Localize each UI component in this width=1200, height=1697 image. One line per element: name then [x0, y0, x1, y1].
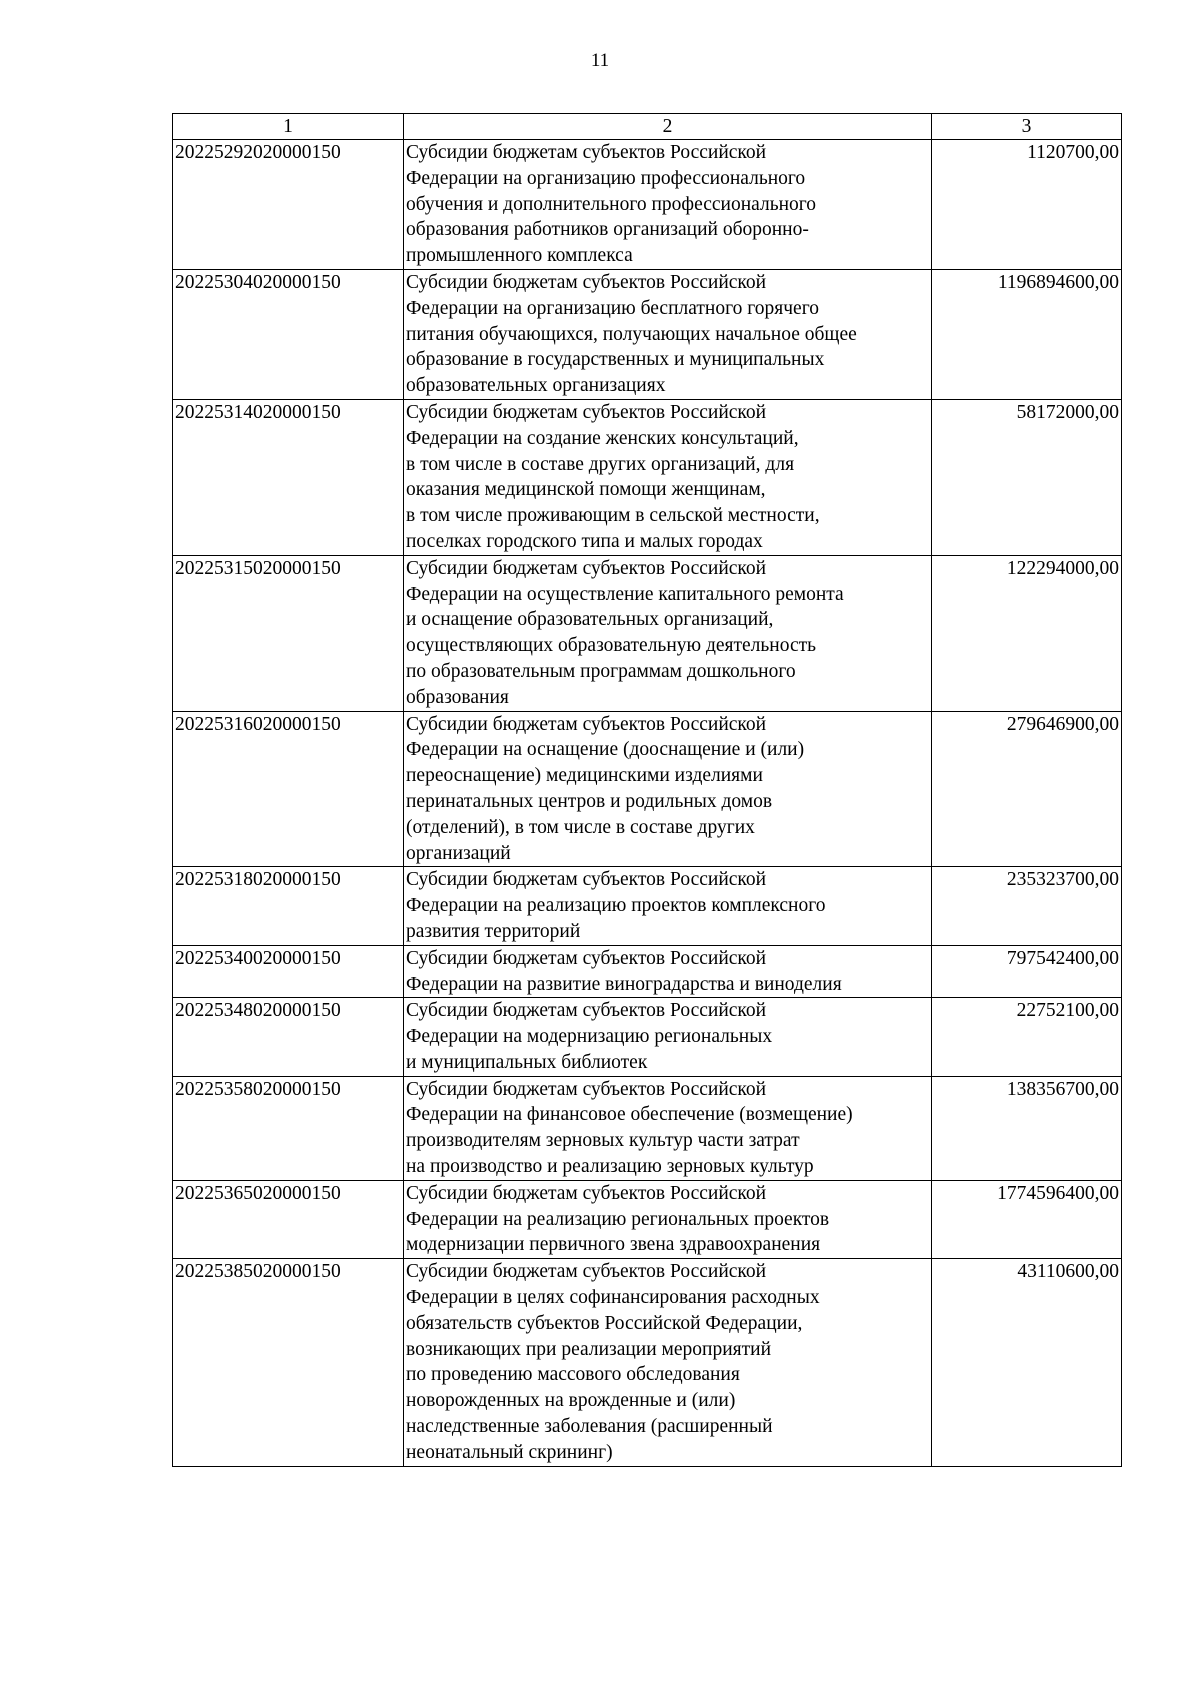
table-row — [173, 1259, 1122, 1466]
row-name-line: Федерации на финансовое обеспечение (возмещение) — [406, 1104, 853, 1126]
row-amount-cell: 279646900,00 — [932, 711, 1122, 867]
row-name-line: производителям зерновых культур части затрат — [406, 1130, 800, 1152]
row-name-cell — [404, 1180, 932, 1258]
row-amount-cell: 1774596400,00 — [932, 1180, 1122, 1258]
row-name-line: неонатальный скрининг) — [406, 1441, 613, 1463]
table-header — [173, 114, 1122, 140]
row-name-line: Федерации на развитие виноградарства и виноделия — [406, 973, 842, 995]
row-name-line: поселках городского типа и малых городах — [406, 530, 763, 552]
row-name-line: и оснащение образовательных организаций, — [406, 609, 774, 631]
row-name-line: обязательств субъектов Российской Федерации, — [406, 1312, 803, 1334]
row-name-cell — [404, 1076, 932, 1180]
row-amount-cell: 235323700,00 — [932, 867, 1122, 945]
row-name-line: Субсидии бюджетам субъектов Российской — [406, 1261, 767, 1283]
row-code-cell: 20225292020000150 — [173, 140, 404, 270]
column-header-code: 1 — [173, 114, 404, 140]
row-name-line: Федерации на оснащение (дооснащение и (или) — [406, 739, 805, 761]
row-name-line: Субсидии бюджетам субъектов Российской — [406, 142, 767, 163]
row-code-cell: 20225365020000150 — [173, 1180, 404, 1258]
row-name-line: возникающих при реализации мероприятий — [406, 1338, 772, 1360]
row-amount-cell: 122294000,00 — [932, 555, 1122, 711]
row-name-line: образование в государственных и муниципальных — [406, 349, 825, 371]
table-row — [173, 1180, 1122, 1258]
column-header-name: 2 — [404, 114, 932, 140]
row-amount-cell: 138356700,00 — [932, 1076, 1122, 1180]
row-name-line: Субсидии бюджетам субъектов Российской — [406, 401, 767, 423]
row-name-line: Субсидии бюджетам субъектов Российской — [406, 869, 767, 891]
row-name-line: по образовательным программам дошкольного — [406, 660, 796, 682]
row-name-line: Федерации на организацию бесплатного горячего — [406, 297, 819, 319]
row-name-line: промышленного комплекса — [406, 245, 633, 267]
row-name-line: образовательных организациях — [406, 375, 666, 397]
row-name-line: Субсидии бюджетам субъектов Российской — [406, 1182, 767, 1204]
row-name-line: Федерации на создание женских консультаций, — [406, 427, 799, 449]
row-name-line: развития территорий — [406, 920, 581, 942]
row-name-line: Федерации на организацию профессионального — [406, 167, 806, 189]
row-name-line: новорожденных на врожденные и (или) — [406, 1390, 736, 1412]
budget-table — [172, 113, 1122, 1467]
row-name-line: Субсидии бюджетам субъектов Российской — [406, 1078, 767, 1100]
table-row — [173, 945, 1122, 998]
row-code-cell: 20225318020000150 — [173, 867, 404, 945]
row-code-cell: 20225385020000150 — [173, 1259, 404, 1466]
row-name-line: Федерации на реализацию региональных проектов — [406, 1208, 830, 1230]
row-name-line: в том числе проживающим в сельской местности, — [406, 505, 820, 527]
row-name-cell — [404, 399, 932, 555]
row-name-cell — [404, 867, 932, 945]
row-name-line: Субсидии бюджетам субъектов Российской — [406, 271, 767, 293]
header-row — [173, 114, 1122, 140]
row-name-line: оказания медицинской помощи женщинам, — [406, 479, 766, 501]
row-name-line: обучения и дополнительного профессионального — [406, 193, 817, 215]
table-row — [173, 711, 1122, 867]
row-name-line: Федерации на модернизацию региональных — [406, 1026, 773, 1048]
row-code-cell: 20225316020000150 — [173, 711, 404, 867]
row-code-cell: 20225304020000150 — [173, 269, 404, 399]
row-name-line: Федерации на осуществление капитального ремонта — [406, 583, 844, 605]
row-name-line: переоснащение) медицинскими изделиями — [406, 765, 763, 787]
row-name-line: образования — [406, 686, 509, 708]
table-row — [173, 1076, 1122, 1180]
row-code-cell: 20225314020000150 — [173, 399, 404, 555]
row-name-cell — [404, 140, 932, 270]
row-amount-cell: 43110600,00 — [932, 1259, 1122, 1466]
row-amount-cell: 58172000,00 — [932, 399, 1122, 555]
row-name-cell — [404, 1259, 932, 1466]
row-name-line: по проведению массового обследования — [406, 1364, 740, 1386]
row-name-line: питания обучающихся, получающих начальное общее — [406, 323, 857, 345]
row-name-line: на производство и реализацию зерновых культур — [406, 1156, 814, 1178]
row-name-line: Субсидии бюджетам субъектов Российской — [406, 1000, 767, 1022]
row-name-line: в том числе в составе других организаций, для — [406, 453, 795, 475]
row-name-line: модернизации первичного звена здравоохранения — [406, 1234, 821, 1256]
row-name-line: перинатальных центров и родильных домов — [406, 790, 773, 812]
table-row — [173, 269, 1122, 399]
row-amount-cell: 797542400,00 — [932, 945, 1122, 998]
row-name-line: наследственные заболевания (расширенный — [406, 1416, 773, 1438]
table-row — [173, 399, 1122, 555]
row-amount-cell: 1120700,00 — [932, 140, 1122, 270]
row-name-line: образования работников организаций оборонно- — [406, 219, 809, 241]
row-name-cell — [404, 269, 932, 399]
row-code-cell: 20225315020000150 — [173, 555, 404, 711]
row-name-line: Субсидии бюджетам субъектов Российской — [406, 947, 767, 969]
row-name-cell — [404, 711, 932, 867]
row-name-line: (отделений), в том числе в составе других — [406, 816, 755, 838]
row-code-cell: 20225340020000150 — [173, 945, 404, 998]
table-body — [173, 140, 1122, 1467]
row-name-line: Федерации в целях софинансирования расходных — [406, 1287, 820, 1309]
table-row — [173, 998, 1122, 1076]
row-name-line: организаций — [406, 842, 511, 864]
row-name-cell — [404, 945, 932, 998]
row-amount-cell: 1196894600,00 — [932, 269, 1122, 399]
column-header-amount: 3 — [932, 114, 1122, 140]
page-number: 11 — [590, 50, 610, 71]
row-amount-cell: 22752100,00 — [932, 998, 1122, 1076]
row-name-line: Субсидии бюджетам субъектов Российской — [406, 713, 767, 735]
row-name-line: осуществляющих образовательную деятельность — [406, 635, 817, 657]
row-name-line: Федерации на реализацию проектов комплексного — [406, 895, 826, 917]
row-name-line: и муниципальных библиотек — [406, 1051, 648, 1073]
table-row — [173, 140, 1122, 270]
table-row — [173, 867, 1122, 945]
row-name-cell — [404, 998, 932, 1076]
row-code-cell: 20225348020000150 — [173, 998, 404, 1076]
row-name-cell — [404, 555, 932, 711]
row-code-cell: 20225358020000150 — [173, 1076, 404, 1180]
row-name-line: Субсидии бюджетам субъектов Российской — [406, 557, 767, 579]
table-row — [173, 555, 1122, 711]
